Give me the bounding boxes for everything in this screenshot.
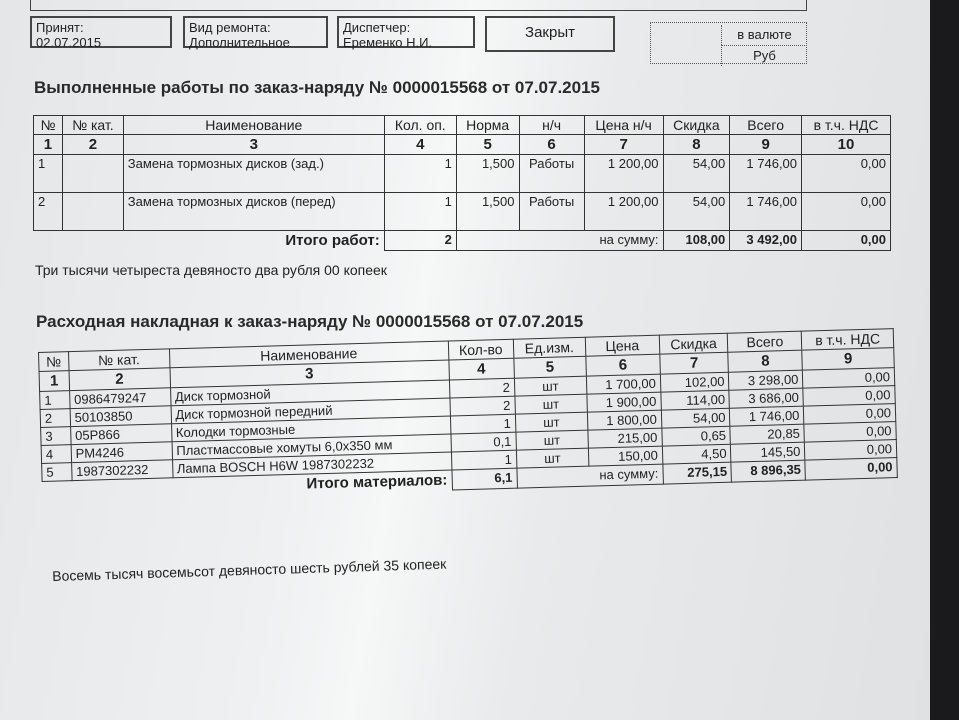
table-cell: 1: [40, 391, 70, 410]
column-number: 5: [514, 356, 587, 378]
works-total-in-words: Три тысячи четыреста девяносто два рубля 00 копеек: [35, 262, 387, 278]
table-cell: 2: [34, 193, 63, 231]
table-cell: 1: [34, 155, 63, 193]
column-number: 6: [586, 354, 660, 376]
table-cell: 0,00: [802, 155, 891, 193]
table-cell: шт: [516, 448, 589, 468]
currency-box: [650, 22, 807, 64]
column-header: в т.ч. НДС: [802, 116, 891, 135]
table-cell: шт: [515, 412, 588, 432]
column-header: Кол. оп.: [384, 116, 456, 135]
table-cell: 2: [40, 409, 70, 428]
table-cell: 1,500: [456, 193, 519, 231]
table-cell: Пластмассовые хомуты 6,0x350 мм: [172, 434, 451, 460]
dispatcher-value: Еременко Н.И.: [343, 35, 433, 50]
column-number: 1: [39, 371, 69, 392]
status-box: Закрыт: [485, 16, 615, 52]
table-cell: 1: [451, 450, 517, 470]
column-header: № кат.: [68, 349, 169, 371]
table-cell: шт: [515, 394, 588, 414]
table-cell: 0,1: [451, 432, 517, 452]
accepted-box: [30, 16, 172, 48]
table-cell: 3: [41, 427, 71, 446]
column-header: № кат.: [62, 116, 123, 135]
column-header: Скидка: [659, 333, 728, 354]
table-cell: 2: [449, 378, 515, 398]
column-number: 2: [62, 135, 123, 155]
works-table: [33, 115, 891, 251]
column-header: Всего: [730, 116, 802, 135]
column-number: 8: [663, 135, 730, 155]
table-cell: 54,00: [663, 155, 730, 193]
total-quantity: 6,1: [452, 468, 518, 489]
column-header: Цена: [585, 335, 659, 356]
table-cell: 1 746,00: [730, 155, 802, 193]
column-number: 9: [802, 348, 894, 371]
table-cell: Лампа BOSCH H6W 1987302232: [172, 452, 451, 478]
table-cell: 0,00: [802, 193, 891, 231]
column-header: Наименование: [123, 116, 384, 135]
accepted-label: Принят:: [36, 20, 84, 35]
table-cell: 0,00: [805, 440, 897, 461]
table-cell: 4,50: [662, 444, 731, 464]
table-cell: Замена тормозных дисков (зад.): [123, 155, 384, 193]
column-header: Скидка: [663, 116, 730, 135]
total-sum: 8 896,35: [731, 460, 805, 482]
column-number: 4: [384, 135, 456, 155]
table-cell: 0,00: [804, 422, 896, 443]
table-cell: 3 298,00: [729, 370, 803, 390]
materials-title: Расходная накладная к заказ-наряду № 0000015568 от 07.07.2015: [36, 312, 584, 331]
table-cell: 114,00: [661, 390, 730, 410]
repair-type-box: [183, 16, 328, 48]
table-cell: 50103850: [70, 406, 171, 427]
sum-label: на сумму:: [517, 464, 663, 488]
table-cell: [62, 155, 123, 193]
column-number: 7: [584, 135, 663, 155]
table-cell: Колодки тормозные: [171, 416, 450, 442]
table-cell: 1 746,00: [730, 193, 802, 231]
materials-table: [38, 328, 898, 501]
works-title: Выполненные работы по заказ-наряду № 0000015568 от 07.07.2015: [34, 78, 600, 97]
column-number: 10: [802, 135, 891, 155]
table-row: [34, 193, 891, 231]
table-cell: 1 800,00: [587, 410, 661, 430]
table-cell: 1 900,00: [587, 392, 661, 412]
table-cell: 05P866: [70, 424, 171, 445]
dispatcher-box: [337, 16, 475, 48]
table-cell: 1,500: [456, 155, 519, 193]
table-row: [34, 155, 891, 193]
table-cell: 1 200,00: [584, 155, 663, 193]
table-cell: Работы: [519, 193, 584, 231]
total-discount: 275,15: [663, 462, 732, 483]
table-cell: 4: [41, 445, 71, 464]
total-row: [34, 231, 891, 251]
column-header: №: [39, 352, 69, 372]
column-header: Всего: [728, 331, 802, 352]
table-cell: 1 746,00: [730, 406, 804, 426]
table-cell: 1 200,00: [584, 193, 663, 231]
accepted-value: 02.07.2015: [36, 35, 102, 50]
table-cell: 0,00: [804, 404, 896, 425]
column-header: Цена н/ч: [584, 116, 663, 135]
table-cell: Замена тормозных дисков (перед): [123, 193, 384, 231]
column-number: 7: [660, 352, 729, 374]
column-number: 9: [730, 135, 802, 155]
currency-label: в валюте: [721, 25, 807, 45]
table-cell: [62, 193, 123, 231]
materials-total-in-words: Восемь тысяч восемьсот девяносто шесть рублей 35 копеек: [52, 555, 447, 584]
total-label: Итого работ:: [285, 232, 380, 249]
table-cell: 215,00: [588, 428, 662, 448]
table-cell: 0,00: [803, 368, 895, 389]
total-sum: 3 492,00: [730, 231, 802, 251]
table-cell: 1 700,00: [586, 374, 660, 394]
table-cell: 0,65: [662, 426, 731, 446]
column-header: Норма: [456, 116, 519, 135]
total-vat: 0,00: [802, 231, 891, 251]
column-header: Ед.изм.: [513, 337, 586, 358]
table-cell: PM4246: [71, 442, 172, 463]
column-header: н/ч: [519, 116, 584, 135]
total-vat: 0,00: [805, 458, 897, 480]
table-cell: 1: [450, 414, 516, 434]
table-cell: шт: [514, 376, 587, 396]
column-number: 1: [34, 135, 63, 155]
column-number: 3: [170, 360, 449, 388]
column-number: 8: [728, 350, 802, 372]
column-number: 2: [69, 368, 170, 391]
table-cell: Работы: [519, 155, 584, 193]
table-cell: 54,00: [663, 193, 730, 231]
table-cell: 1987302232: [71, 460, 172, 481]
table-cell: 54,00: [661, 408, 730, 428]
table-cell: 102,00: [660, 372, 729, 392]
table-cell: 2: [450, 396, 516, 416]
column-number: 5: [456, 135, 519, 155]
sum-label: на сумму:: [456, 231, 663, 251]
table-cell: 20,85: [730, 424, 804, 444]
top-frame: [30, 0, 807, 11]
table-cell: 0986479247: [69, 388, 170, 409]
column-header: Наименование: [169, 341, 448, 368]
column-header: №: [34, 116, 63, 135]
table-cell: 0,00: [803, 386, 895, 407]
table-cell: 150,00: [588, 446, 662, 466]
table-cell: 3 686,00: [729, 388, 803, 408]
table-cell: 1: [384, 193, 456, 231]
column-header: в т.ч. НДС: [802, 329, 894, 351]
table-cell: 1: [384, 155, 456, 193]
total-discount: 108,00: [663, 231, 730, 251]
total-label: Итого материалов:: [306, 471, 448, 493]
table-cell: Диск тормозной: [170, 380, 449, 406]
dispatcher-label: Диспетчер:: [343, 20, 411, 35]
table-cell: Диск тормозной передний: [171, 398, 450, 424]
table-cell: 5: [42, 463, 72, 482]
total-quantity: 2: [384, 231, 456, 251]
column-number: 4: [448, 358, 514, 380]
column-number: 6: [519, 135, 584, 155]
column-number: 3: [123, 135, 384, 155]
table-cell: шт: [516, 430, 589, 450]
table-cell: 145,50: [731, 442, 805, 462]
currency-value: Руб: [721, 45, 807, 66]
repair-type-label: Вид ремонта:: [189, 20, 271, 35]
column-header: Кол-во: [448, 339, 514, 360]
repair-type-value: Дополнительное: [189, 35, 290, 50]
